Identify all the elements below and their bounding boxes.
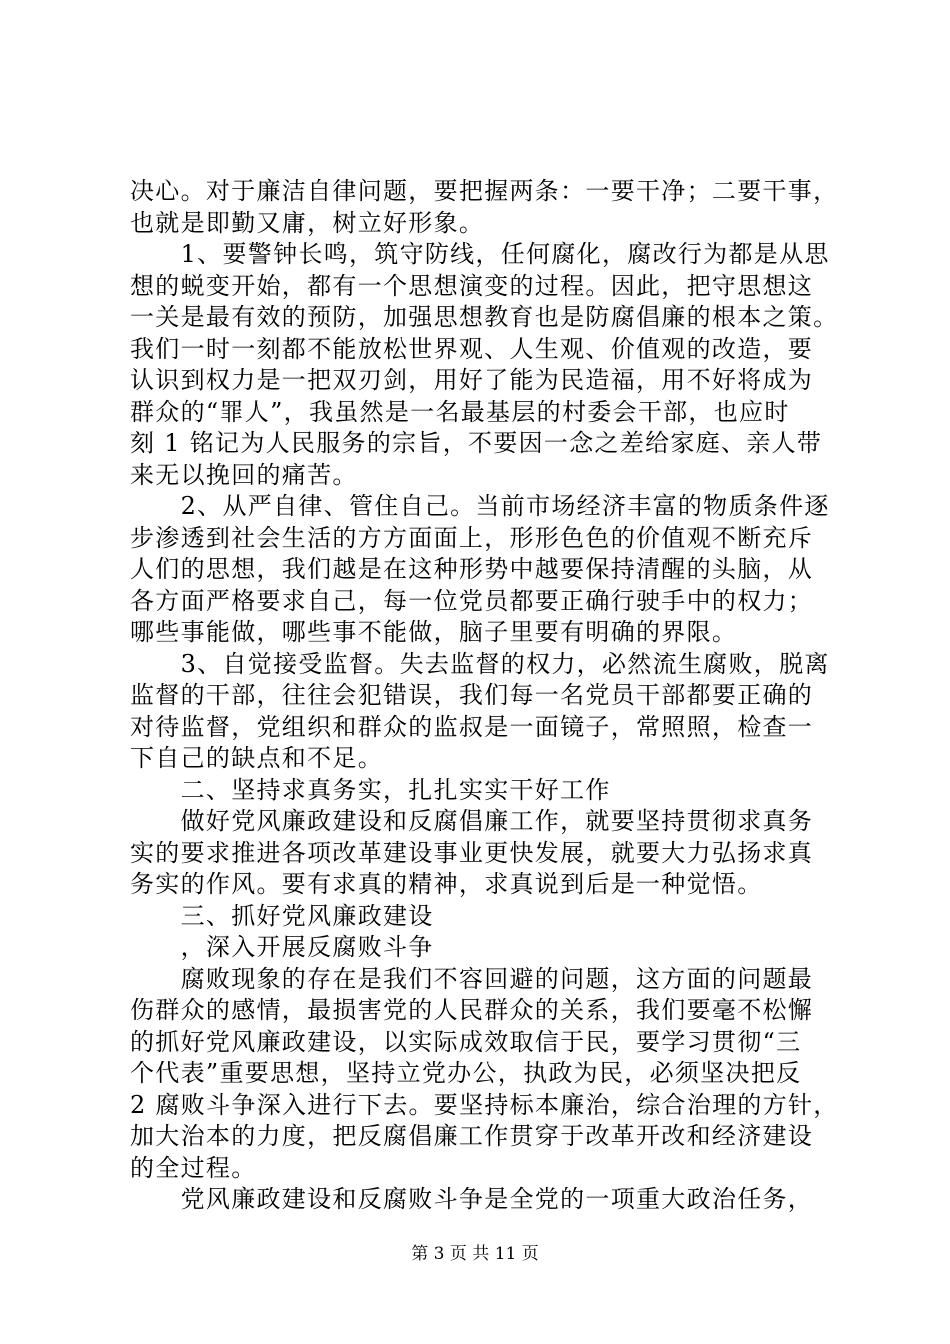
text-line: 群众的“罪人”，我虽然是一名最基层的村委会干部，也应时 — [130, 397, 790, 426]
text-line: 对待监督，党组织和群众的监叔是一面镜子，常照照，检查一 — [130, 712, 814, 741]
text-line: 也就是即勤又庸，树立好形象。 — [130, 208, 485, 237]
text-line: 想的蜕变开始，都有一个思想演变的过程。因此，把守思想这 — [130, 271, 814, 300]
text-line: 做好党风廉政建设和反腐倡廉工作，就要坚持贯彻求真务 — [130, 807, 814, 835]
text-line: 来无以挽回的痛苦。 — [130, 460, 358, 489]
text-line: 人们的思想，我们越是在这种形势中越要保持清醒的头脑，从 — [130, 555, 814, 583]
text-line: 监督的干部，往往会犯错误，我们每一名党员干部都要正确的 — [130, 681, 814, 709]
text-line: 认识到权力是一把双刃剑，用好了能为民造福，用不好将成为 — [130, 366, 814, 394]
text-line: 刻 1 铭记为人民服务的宗旨，不要因一念之差给家庭、亲人带 — [130, 429, 823, 457]
text-line: 实的要求推进各项改革建设事业更快发展，就要大力弘扬求真 — [130, 838, 814, 867]
section-heading-continued: ，深入开展反腐败斗争 — [130, 933, 434, 961]
text-line: 我们一时一刻都不能放松世界观、人生观、价值观的改造，要 — [130, 334, 814, 363]
text-line: 加大治本的力度，把反腐倡廉工作贯穿于改革开改和经济建设 — [130, 1122, 814, 1150]
page-footer: 第 3 页 共 11 页 — [411, 1244, 539, 1264]
text-line: 3、自觉接受监督。失去监督的权力，必然流生腐败，脱离 — [130, 649, 830, 678]
text-line: 哪些事能做，哪些事不能做，脑子里要有明确的界限。 — [130, 618, 738, 646]
section-heading: 二、坚持求真务实，扎扎实实干好工作 — [130, 775, 611, 804]
text-line: 腐败现象的存在是我们不容回避的问题，这方面的问题最 — [130, 964, 814, 993]
text-line: 步渗透到社会生活的方方面面上，形形色色的价值观不断充斥 — [130, 523, 814, 552]
text-line: 下自己的缺点和不足。 — [130, 744, 383, 772]
section-heading: 三、抓好党风廉政建设 — [130, 901, 434, 930]
text-line: 2、从严自律、管住自己。当前市场经济丰富的物质条件逐 — [130, 492, 830, 520]
text-line: 务实的作风。要有求真的精神，求真说到后是一种觉悟。 — [130, 870, 763, 898]
text-line: 1、要警钟长鸣，筑守防线，任何腐化，腐改行为都是从思 — [130, 240, 830, 268]
text-line: 个代表”重要思想，坚持立党办公，执政为民，必须坚决把反 — [130, 1059, 802, 1087]
text-line: 的全过程。 — [130, 1153, 257, 1182]
text-line: 2 腐败斗争深入进行下去。要坚持标本廉治，综合治理的方针， — [130, 1090, 839, 1119]
text-line: 伤群众的感情，最损害党的人民群众的关系，我们要毫不松懈 — [130, 996, 814, 1024]
text-line: 各方面严格要求自己，每一位党员都要正确行驶手中的权力； — [130, 586, 814, 615]
text-line: 党风廉政建设和反腐败斗争是全党的一项重大政治任务， — [130, 1185, 814, 1213]
text-line: 决心。对于廉洁自律问题，要把握两条：一要干净；二要干事， — [130, 177, 839, 205]
body-text — [130, 176, 839, 1216]
text-line: 的抓好党风廉政建设，以实际成效取信于民，要学习贯彻“三 — [130, 1027, 802, 1056]
text-line: 一关是最有效的预防，加强思想教育也是防腐倡廉的根本之策。 — [130, 303, 839, 331]
